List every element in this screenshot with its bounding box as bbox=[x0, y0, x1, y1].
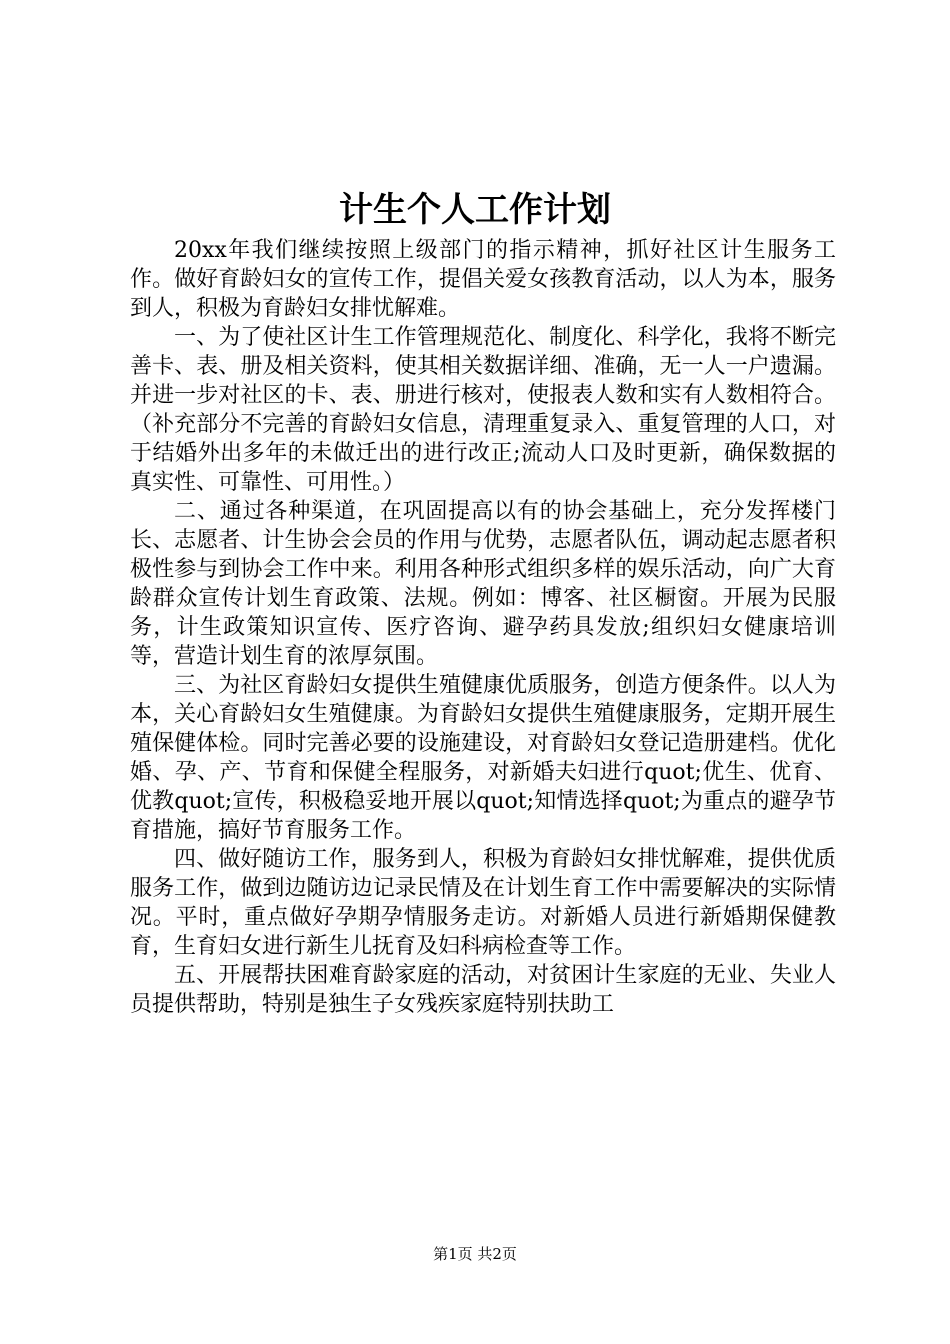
paragraph-section-1: 一、为了使社区计生工作管理规范化、制度化、科学化，我将不断完善卡、表、册及相关资料，使其相关数据详细、准确，无一人一户遗漏。并进一步对社区的卡、表、册进行核对，使报表人数和实有人数相符合。（补充部分不完善的育龄妇女信息，清理重复录入、重复管理的人口，对于结婚外出多年的未做迁出的进行改正;流动人口及时更新，确保数据的真实性、可靠性、可用性。） bbox=[130, 325, 836, 495]
paragraph-section-4: 四、做好随访工作，服务到人，积极为育龄妇女排忧解难，提供优质服务工作，做到边随访边记录民情及在计划生育工作中需要解决的实际情况。平时，重点做好孕期孕情服务走访。对新婚人员进行新婚期保健教育，生育妇女进行新生儿抚育及妇科病检查等工作。 bbox=[130, 847, 836, 959]
paragraph-section-2: 二、通过各种渠道，在巩固提高以有的协会基础上，充分发挥楼门长、志愿者、计生协会会员的作用与优势，志愿者队伍，调动起志愿者积极性参与到协会工作中来。利用各种形式组织多样的娱乐活动，向广大育龄群众宣传计划生育政策、法规。例如：博客、社区橱窗。开展为民服务，计生政策知识宣传、医疗咨询、避孕药具发放;组织妇女健康培训等，营造计划生育的浓厚氛围。 bbox=[130, 499, 836, 669]
document-title: 计生个人工作计划 bbox=[339, 190, 611, 230]
page-number-footer: 第1页 共2页 bbox=[433, 1245, 517, 1263]
paragraph-section-5: 五、开展帮扶困难育龄家庭的活动，对贫困计生家庭的无业、失业人员提供帮助，特别是独生子女残疾家庭特别扶助工 bbox=[130, 963, 836, 1017]
document-body bbox=[130, 236, 836, 1019]
paragraph-section-3: 三、为社区育龄妇女提供生殖健康优质服务，创造方便条件。以人为本，关心育龄妇女生殖健康。为育龄妇女提供生殖健康服务，定期开展生殖保健体检。同时完善必要的设施建设，对育龄妇女登记造册建档。优化婚、孕、产、节育和保健全程服务，对新婚夫妇进行quot;优生、优育、优教quot;宣传，积极稳妥地开展以quot;知情选择quot;为重点的避孕节育措施，搞好节育服务工作。 bbox=[130, 673, 836, 843]
paragraph-intro: 20xx年我们继续按照上级部门的指示精神，抓好社区计生服务工作。做好育龄妇女的宣传工作，提倡关爱女孩教育活动，以人为本，服务到人，积极为育龄妇女排忧解难。 bbox=[130, 238, 836, 321]
